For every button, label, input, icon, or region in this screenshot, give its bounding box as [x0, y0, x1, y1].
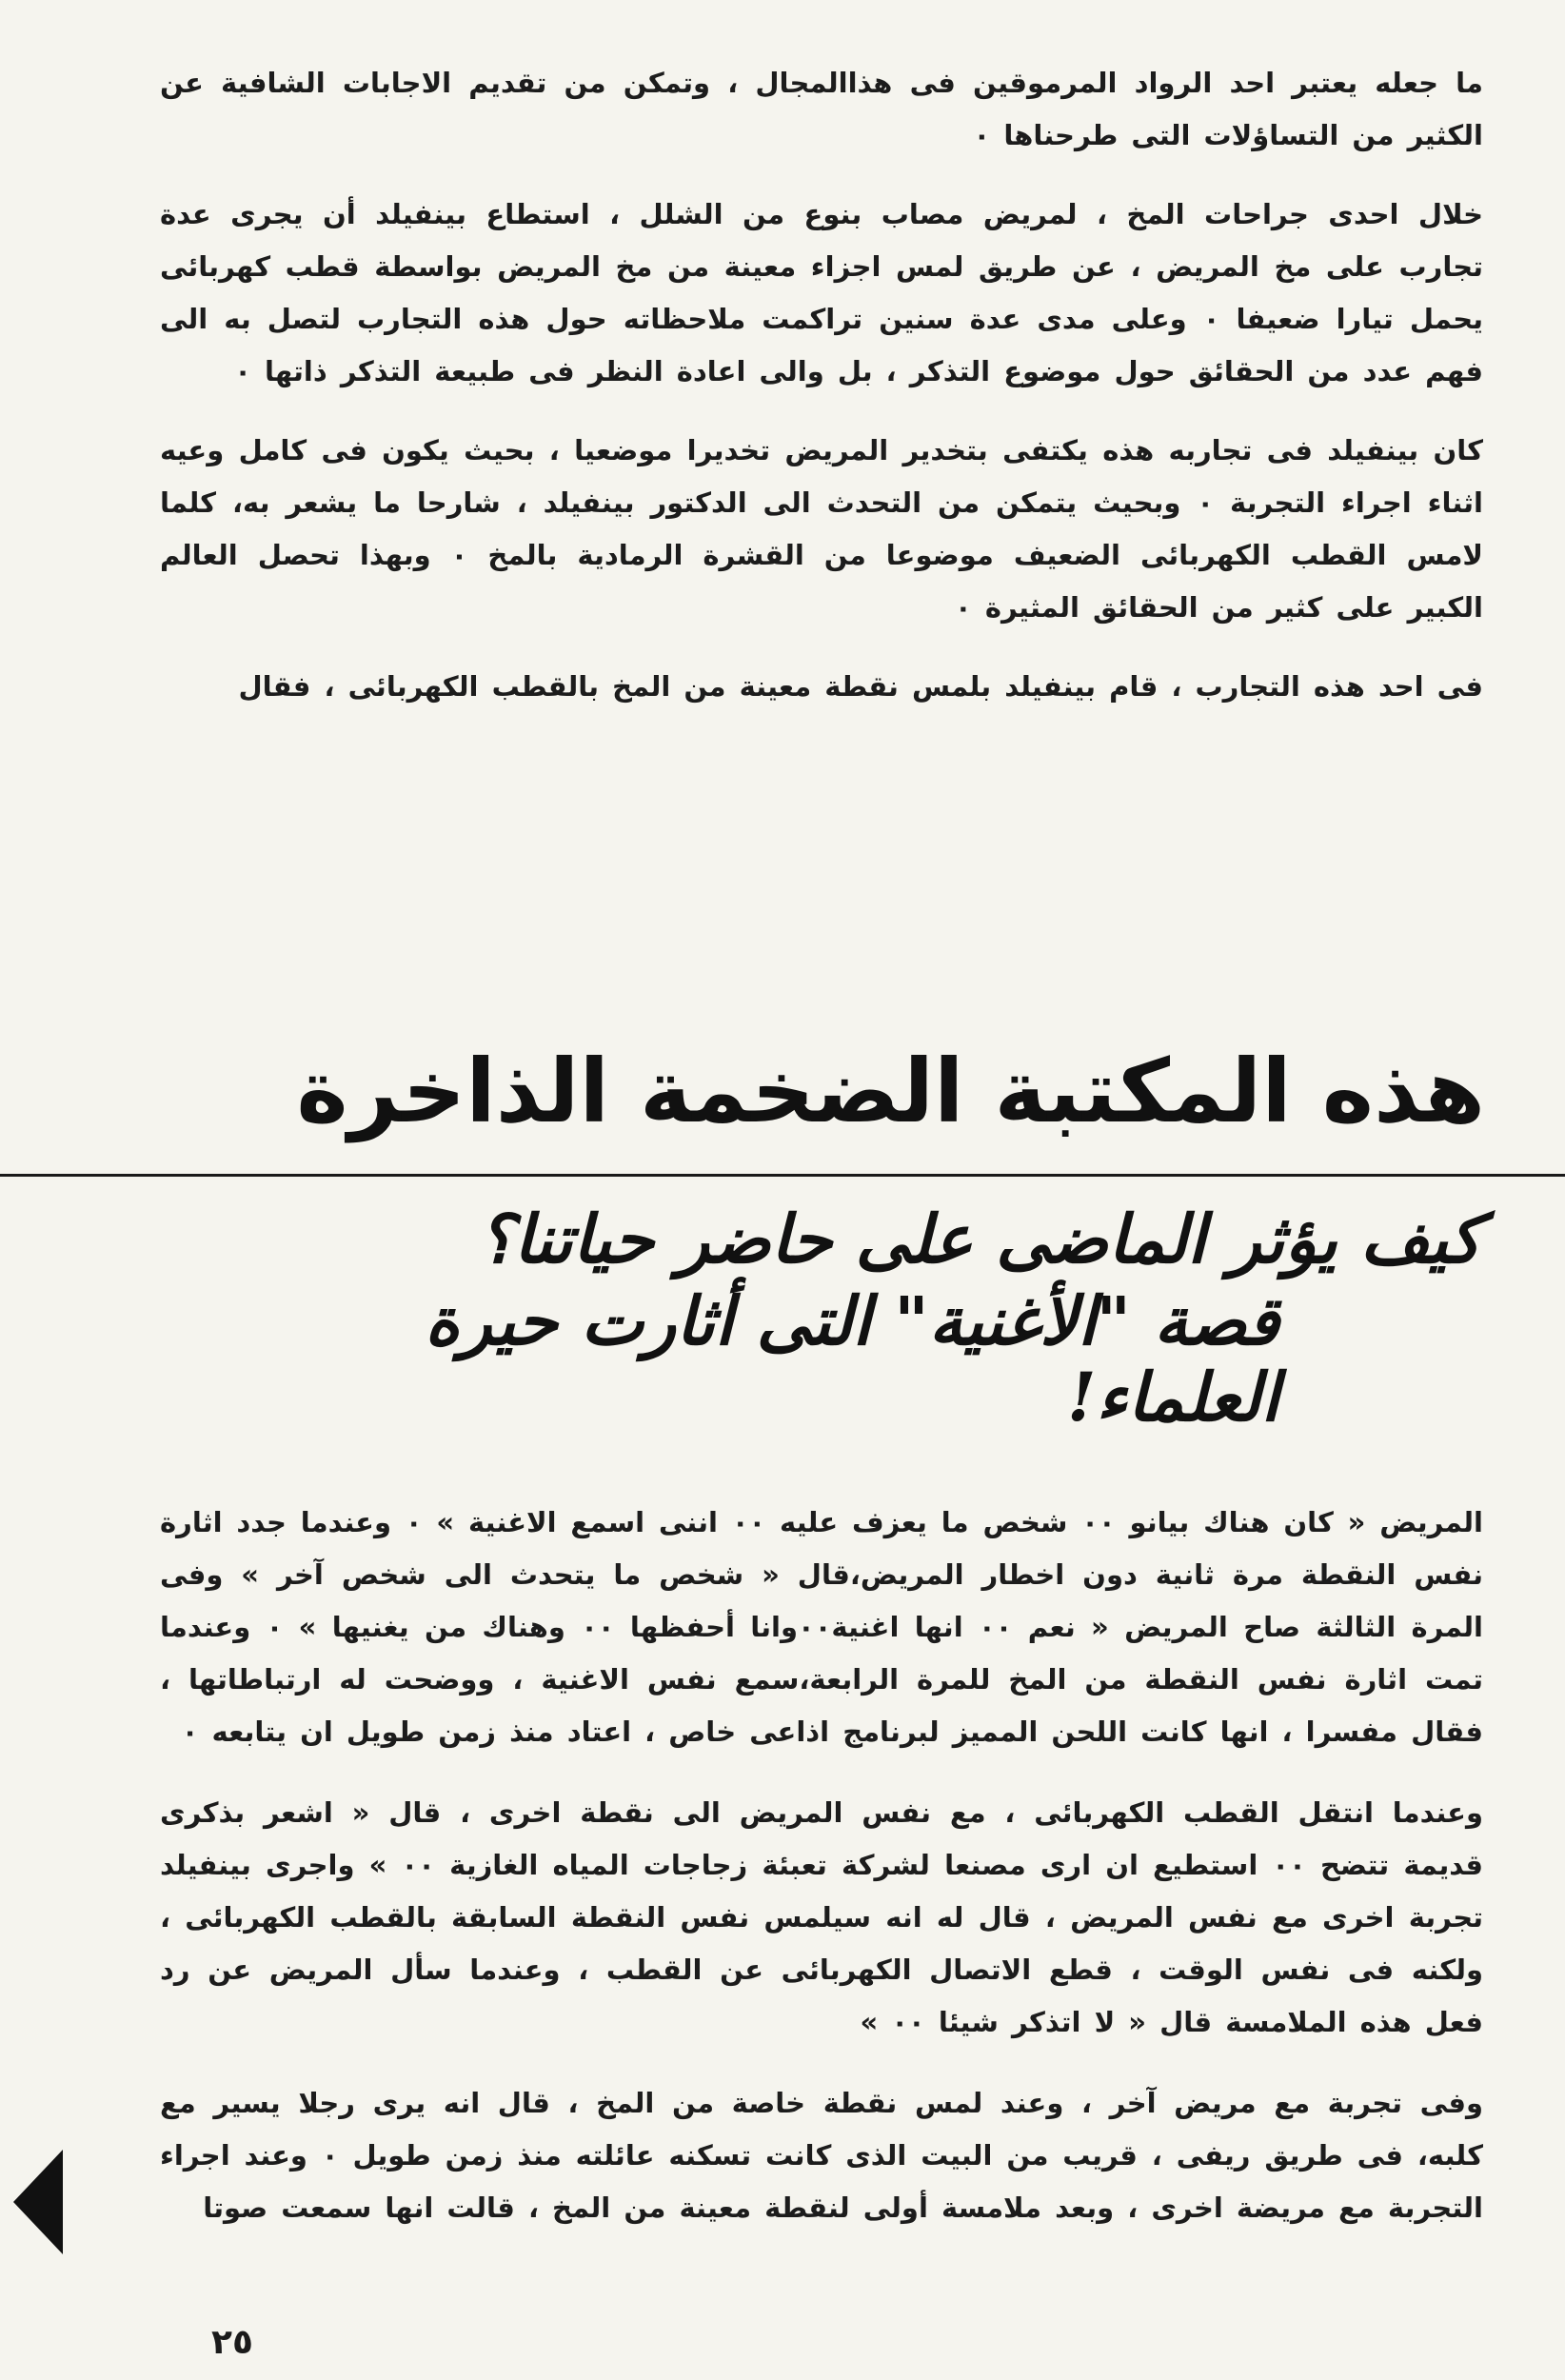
left-triangle-arrow-icon — [13, 2150, 63, 2254]
subtitle-line-2: قصة "الأغنية" التى أثارت حيرة العلماء! — [425, 1281, 1279, 1437]
section-headline: هذه المكتبة الضخمة الذاخرة — [296, 1041, 1485, 1142]
divider-line — [0, 1174, 1565, 1177]
paragraph: وعندما انتقل القطب الكهربائى ، مع نفس المريض الى نقطة اخرى ، قال « اشعر بذكرى قديمة تتضح ٠٠ استطيع ان ارى مصنعا لشركة تعبئة زجاجات المياه الغازية ٠٠ » واجرى بينفيلد تجربة اخرى مع نفس المريض ، قال له انه سيلمس نفس النقطة السابقة بالقطب الكهربائى ، ولكنه فى نفس الوقت ، قطع الاتصال الكهربائى عن القطب ، وعندما سأل المريض عن رد فعل هذه الملامسة قال « لا اتذكر شيئا ٠٠ » — [160, 1796, 1483, 2038]
top-article-column — [160, 57, 1483, 740]
subtitle-line-1: كيف يؤثر الماضى على حاضر حياتنا؟ — [478, 1200, 1481, 1279]
paragraph: خلال احدى جراحات المخ ، لمريض مصاب بنوع من الشلل ، استطاع بينفيلد أن يجرى عدة تجارب على مخ المريض ، عن طريق لمس اجزاء معينة من مخ المريض بواسطة قطب كهربائى يحمل تيارا ضعيفا ٠ وعلى مدى عدة سنين تراكمت ملاحظاته حول هذه التجارب لتصل به الى فهم عدد من الحقائق حول موضوع التذكر ، بل والى اعادة النظر فى طبيعة التذكر ذاتها ٠ — [160, 198, 1484, 387]
paragraph: المريض « كان هناك بيانو ٠٠ شخص ما يعزف عليه ٠٠ اننى اسمع الاغنية » ٠ وعندما جدد اثارة نفس النقطة مرة ثانية دون اخطار المريض،قال « شخص ما يتحدث الى شخص آخر » وفى المرة الثالثة صاح المريض « نعم ٠٠ انها اغنية٠٠وانا أحفظها ٠٠ وهناك من يغنيها » ٠ وعندما تمت اثارة نفس النقطة من المخ للمرة الرابعة،سمع نفس الاغنية ، ووضحت له ارتباطاتها ، فقال مفسرا ، انها كانت اللحن المميز لبرنامج اذاعى خاص ، اعتاد منذ زمن طويل ان يتابعه ٠ — [160, 1506, 1483, 1748]
bottom-article-column — [160, 1497, 1483, 2263]
paragraph: ما جعله يعتبر احد الرواد المرموقين فى هذاالمجال ، وتمكن من تقديم الاجابات الشافية عن الكثير من التساؤلات التى طرحناها ٠ — [160, 67, 1483, 151]
paragraph: فى احد هذه التجارب ، قام بينفيلد بلمس نقطة معينة من المخ بالقطب الكهربائى ، فقال — [238, 670, 1483, 703]
paragraph: وفى تجربة مع مريض آخر ، وعند لمس نقطة خاصة من المخ ، قال انه يرى رجلا يسير مع كلبه، فى طريق ريفى ، قريب من البيت الذى كانت تسكنه عائلته منذ زمن طويل ٠ وعند اجراء التجربة مع مريضة اخرى ، وبعد ملامسة أولى لنقطة معينة من المخ ، قالت انها سمعت صوتا — [160, 2087, 1484, 2224]
paragraph: كان بينفيلد فى تجاربه هذه يكتفى بتخدير المريض تخديرا موضعيا ، بحيث يكون فى كامل وعيه اثناء اجراء التجربة ٠ وبحيث يتمكن من التحدث الى الدكتور بينفيلد ، شارحا ما يشعر به، كلما لامس القطب الكهربائى الضعيف موضوعا من القشرة الرمادية بالمخ ٠ وبهذا تحصل العالم الكبير على كثير من الحقائق المثيرة ٠ — [160, 434, 1484, 624]
page-number: ٢٥ — [211, 2323, 253, 2362]
